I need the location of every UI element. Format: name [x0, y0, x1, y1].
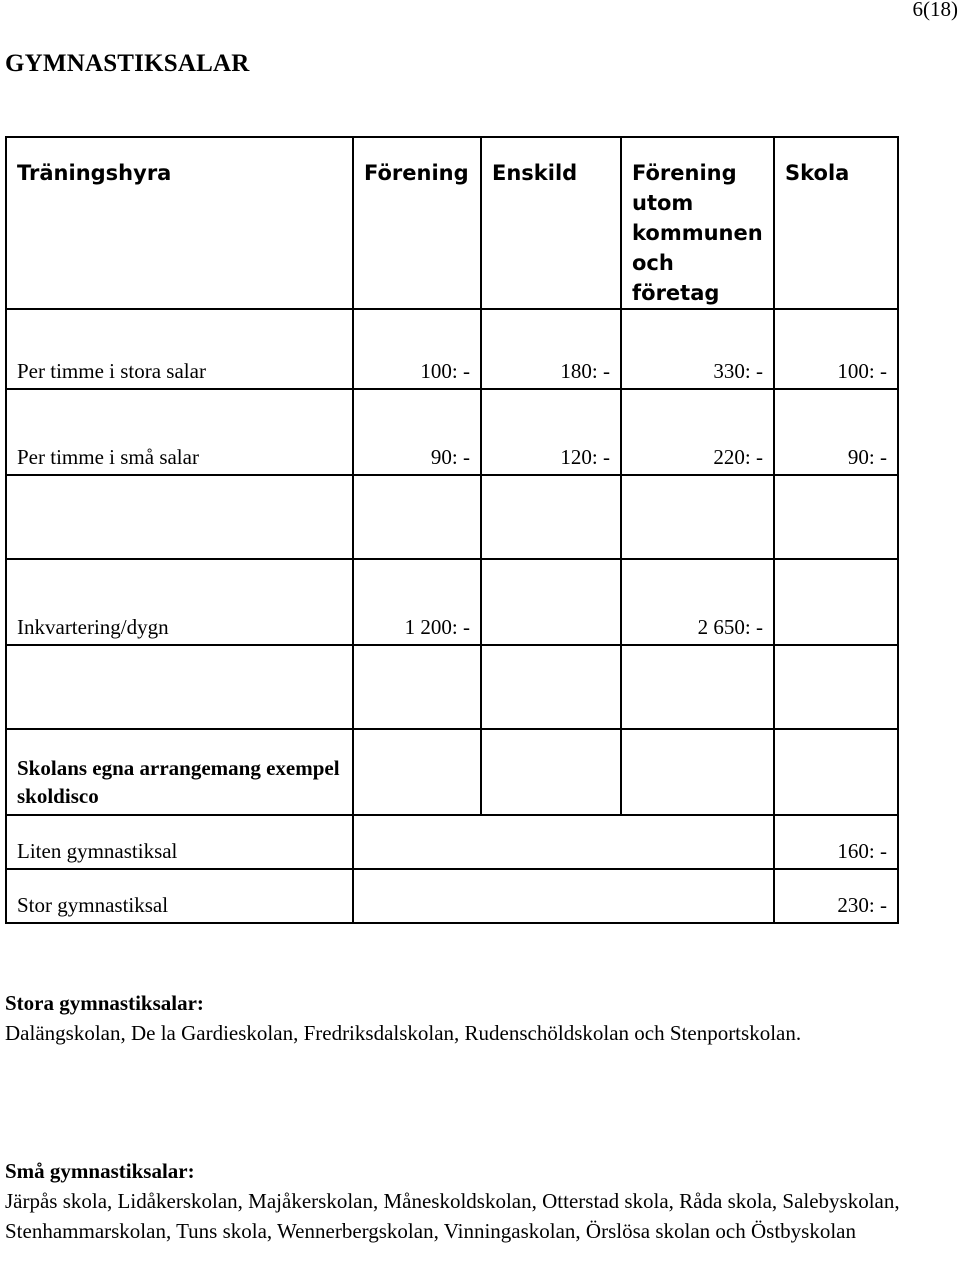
price-cell: 230: - [774, 869, 898, 923]
row-label: Inkvartering/dygn [6, 559, 353, 645]
table-row [6, 645, 898, 729]
page-number: 6(18) [912, 0, 958, 21]
row-label: Liten gymnastiksal [6, 815, 353, 869]
page-title: GYMNASTIKSALAR [5, 50, 250, 77]
sma-salar-list: Järpås skola, Lidåkerskolan, Majåkerskolan, Måneskoldskolan, Otterstad skola, Råda skola, Salebyskolan, Stenhammarskolan, Tuns skola, Wennerbergskolan, Vinningaskolan, Örslösa skolan och Östbyskolan [5, 1189, 900, 1243]
header-forening-utom: Förening utom kommunen och företag [621, 137, 774, 309]
empty-cell [481, 729, 621, 815]
empty-cell [6, 475, 353, 559]
stora-salar-list: Dalängskolan, De la Gardieskolan, Fredriksdalskolan, Rudenschöldskolan och Stenportskolan. [5, 1021, 802, 1045]
empty-cell [353, 869, 774, 923]
price-cell: 180: - [481, 309, 621, 389]
empty-cell [774, 559, 898, 645]
price-cell: 1 200: - [353, 559, 481, 645]
empty-cell [481, 645, 621, 729]
sma-salar-heading: Små gymnastiksalar: [5, 1159, 195, 1183]
stora-salar-section [5, 988, 935, 1048]
empty-cell [353, 815, 774, 869]
price-cell: 2 650: - [621, 559, 774, 645]
row-label: Skolans egna arrangemang exempel skoldisco [6, 729, 353, 815]
table-row [6, 475, 898, 559]
empty-cell [6, 645, 353, 729]
header-traningshyra: Träningshyra [6, 137, 353, 309]
table-row [6, 869, 898, 923]
price-cell: 90: - [353, 389, 481, 475]
price-cell: 90: - [774, 389, 898, 475]
price-cell: 160: - [774, 815, 898, 869]
header-skola: Skola [774, 137, 898, 309]
stora-salar-heading: Stora gymnastiksalar: [5, 991, 204, 1015]
empty-cell [621, 475, 774, 559]
header-forening: Förening [353, 137, 481, 309]
table-row [6, 389, 898, 475]
table-header-row [6, 137, 898, 309]
row-label: Stor gymnastiksal [6, 869, 353, 923]
price-cell: 100: - [774, 309, 898, 389]
empty-cell [774, 475, 898, 559]
price-cell: 330: - [621, 309, 774, 389]
empty-cell [353, 729, 481, 815]
table-row [6, 309, 898, 389]
table-row [6, 559, 898, 645]
empty-cell [621, 645, 774, 729]
empty-cell [774, 729, 898, 815]
empty-cell [481, 475, 621, 559]
empty-cell [481, 559, 621, 645]
row-label: Per timme i stora salar [6, 309, 353, 389]
sma-salar-section [5, 1156, 935, 1246]
header-enskild: Enskild [481, 137, 621, 309]
empty-cell [353, 475, 481, 559]
price-cell: 100: - [353, 309, 481, 389]
empty-cell [774, 645, 898, 729]
table-row [6, 815, 898, 869]
price-table [5, 136, 899, 924]
table-row [6, 729, 898, 815]
price-cell: 220: - [621, 389, 774, 475]
row-label: Per timme i små salar [6, 389, 353, 475]
empty-cell [353, 645, 481, 729]
empty-cell [621, 729, 774, 815]
price-cell: 120: - [481, 389, 621, 475]
